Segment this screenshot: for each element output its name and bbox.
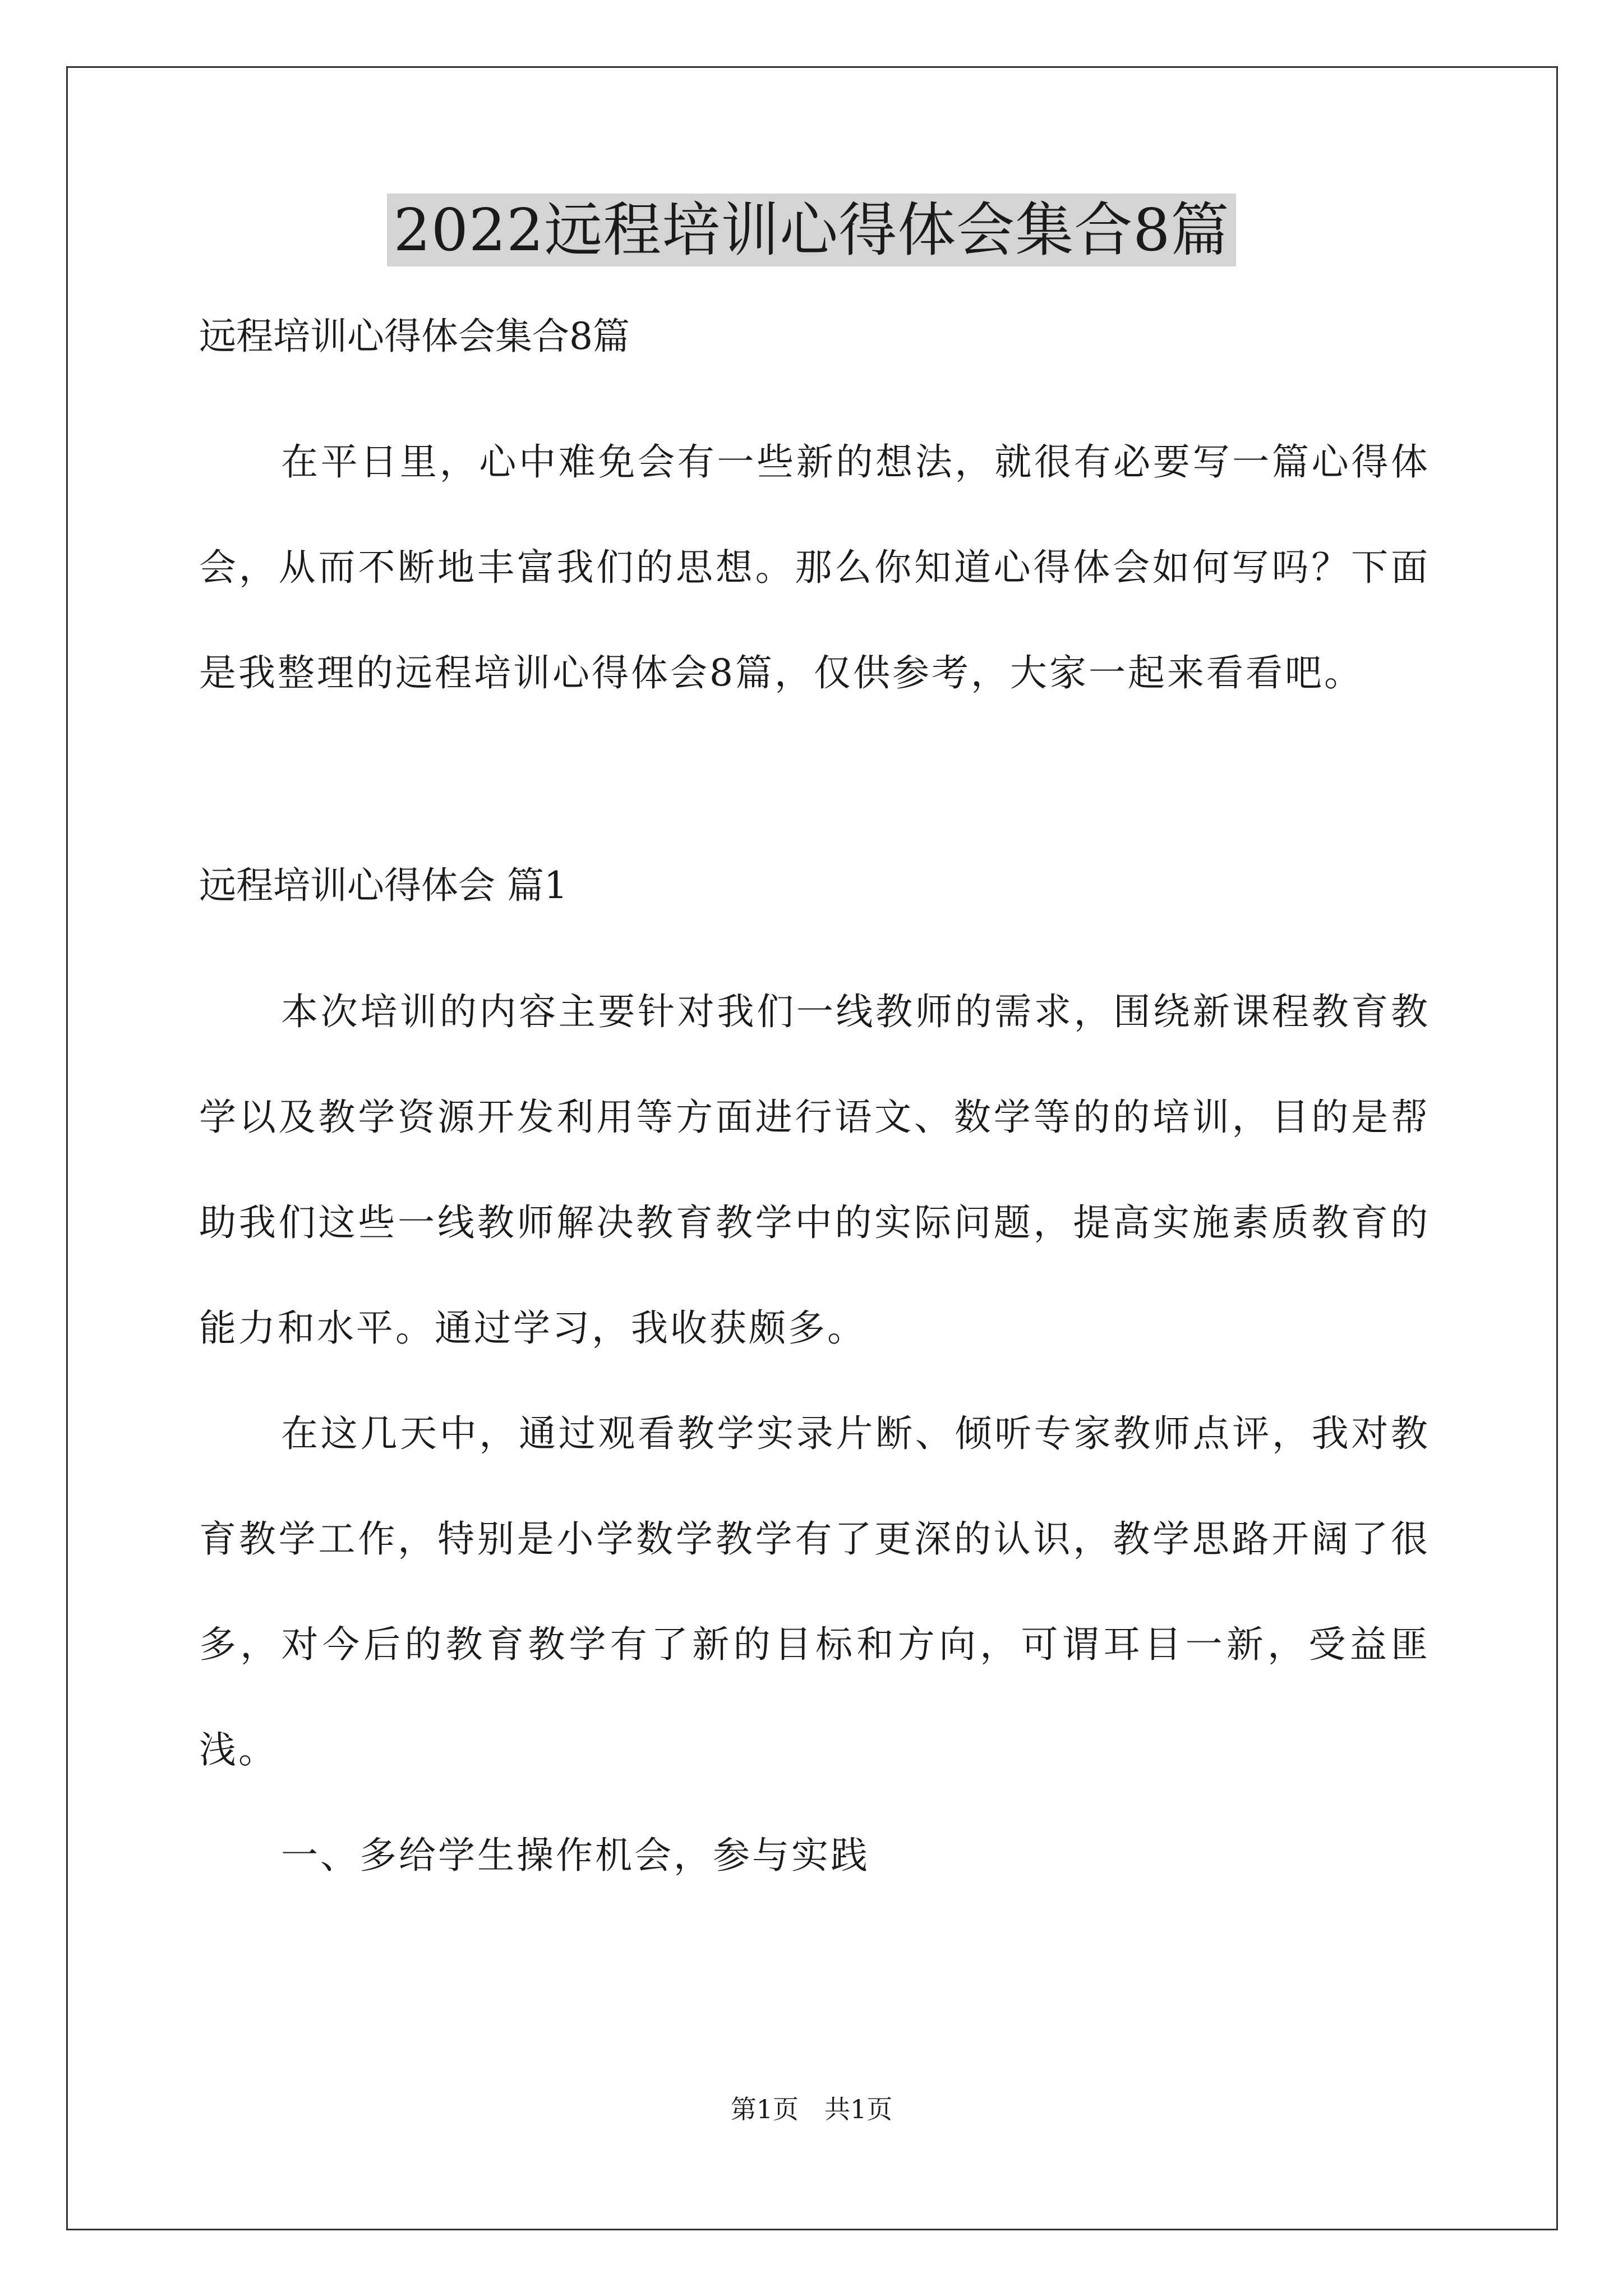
- page-footer: 第1页 共1页: [730, 2094, 893, 2124]
- document-subtitle: 远程培训心得体会集合8篇: [199, 315, 630, 358]
- section-heading: 远程培训心得体会 篇1: [199, 864, 568, 907]
- intro-paragraph: 在平日里，心中难免会有一些新的想法，就很有必要写一篇心得体会，从而不断地丰富我们的思想。那么你知道心得体会如何写吗？下面是我整理的远程培训心得体会8篇，仅供参考，大家一起来看看吧。: [199, 440, 1430, 694]
- document-body: [199, 306, 1430, 1908]
- title-text: 2022远程培训心得体会集合8篇: [387, 194, 1237, 266]
- body-paragraph: 在这几天中，通过观看教学实录片断、倾听专家教师点评，我对教育教学工作，特别是小学数学教学有了更深的认识，教学思路开阔了很多，对今后的教育教学有了新的目标和方向，可谓耳目一新，受益匪浅。: [199, 1412, 1430, 1772]
- document-title: [0, 194, 1623, 284]
- list-heading: 一、多给学生操作机会，参与实践: [281, 1834, 870, 1877]
- body-paragraph: 本次培训的内容主要针对我们一线教师的需求，围绕新课程教育教学以及教学资源开发利用等方面进行语文、数学等的的培训，目的是帮助我们这些一线教师解决教育教学中的实际问题，提高实施素质教育的能力和水平。通过学习，我收获颇多。: [199, 990, 1430, 1350]
